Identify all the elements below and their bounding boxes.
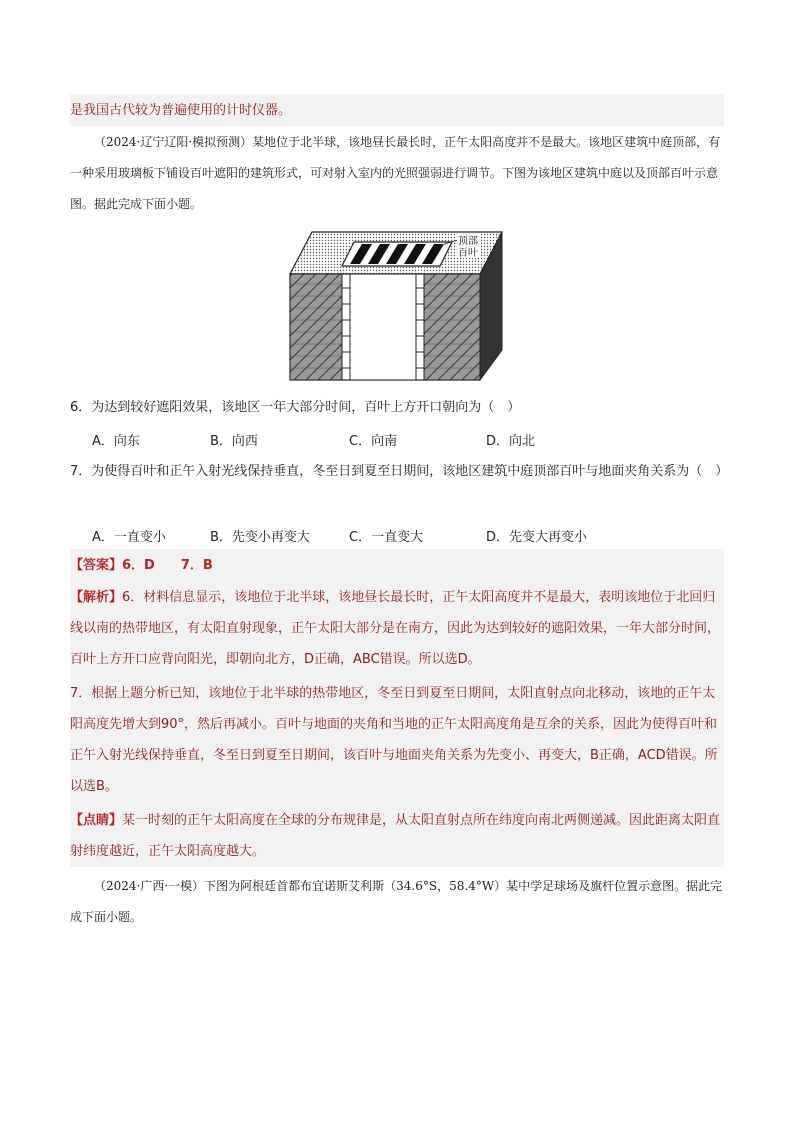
intro-tail: 是我国古代较为普遍使用的计时仪器。 <box>70 103 292 118</box>
louver-label-1: 顶部 <box>458 236 478 247</box>
analysis-7: 7．根据上题分析已知，该地位于北半球的热带地区，冬至日到夏至日期间，太阳直射点向北移动，该地的正午太阳高度先增大到90°，然后再减小。百叶与地面的夹角和当地的正午太阳高度角是互余的关系，因此为使得百叶和正午入射光线保持垂直，冬至日到夏至日期间，该百叶与地面夹角关系为先变小、再变大，B正确，ACD错误。所以选B。 <box>70 686 718 794</box>
analysis-6 <box>70 582 724 675</box>
q7-option-c[interactable]: C．一直变大 <box>349 530 424 545</box>
q6-option-d[interactable]: D．向北 <box>486 434 536 449</box>
atrium-louver-diagram <box>288 230 504 382</box>
answer-tag: 【答案】 <box>70 558 123 573</box>
q7-option-b[interactable]: B．先变小再变大 <box>210 530 310 545</box>
answer-line <box>70 550 724 581</box>
analysis-6-text: 6．材料信息显示，该地位于北半球，该地昼长最长时，正午太阳高度并不是最大，表明该地位于北回归线以南的热带地区，有太阳直射现象，正午太阳大部分是在南方，因此为达到较好的遮阳效果，一年大部分时间，百叶上方开口应背向阳光，即朝向北方，D正确，ABC错误。所以选D。 <box>70 590 721 667</box>
question-group-intro: （2024·辽宁辽阳·模拟预测）某地位于北半球，该地昼长最长时，正午太阳高度并不是最大。该地区建筑中庭顶部，有一种采用玻璃板下铺设百叶遮阳的建筑形式，可对射入室内的光照强弱进行调节。下图为该地区建筑中庭以及顶部百叶示意图。据此完成下面小题。 <box>70 135 721 211</box>
tip-text: 某一时刻的正午太阳高度在全球的分布规律是，从太阳直射点所在纬度向南北两侧递减。因此距离太阳直射纬度越近，正午太阳高度越大。 <box>70 813 721 859</box>
tip <box>70 805 724 867</box>
louver-label-2: 百叶 <box>458 248 478 259</box>
q7-option-a[interactable]: A．一直变小 <box>92 530 166 545</box>
atrium <box>350 274 416 380</box>
question-7-stem: 7．为使得百叶和正午入射光线保持垂直，冬至日到夏至日期间，该地区建筑中庭顶部百叶与地面夹角关系为（ ） <box>70 464 729 479</box>
tip-tag: 【点睛】 <box>70 813 123 828</box>
right-wall <box>424 274 480 380</box>
q7-option-d[interactable]: D．先变大再变小 <box>486 530 588 545</box>
answer-text: 6．D 7．B <box>122 558 213 573</box>
left-wall <box>290 274 342 380</box>
q6-option-a[interactable]: A．向东 <box>92 434 140 449</box>
question-group-2-intro: （2024·广西·一模）下图为阿根廷首都布宜诺斯艾利斯（34.6°S，58.4°W）某中学足球场及旗杆位置示意图。据此完成下面小题。 <box>70 879 723 924</box>
question-6-stem: 6．为达到较好遮阳效果，该地区一年大部分时间，百叶上方开口朝向为（ ） <box>70 400 521 415</box>
q6-option-c[interactable]: C．向南 <box>349 434 398 449</box>
q6-option-b[interactable]: B．向西 <box>210 434 258 449</box>
analysis-tag: 【解析】 <box>70 590 123 605</box>
